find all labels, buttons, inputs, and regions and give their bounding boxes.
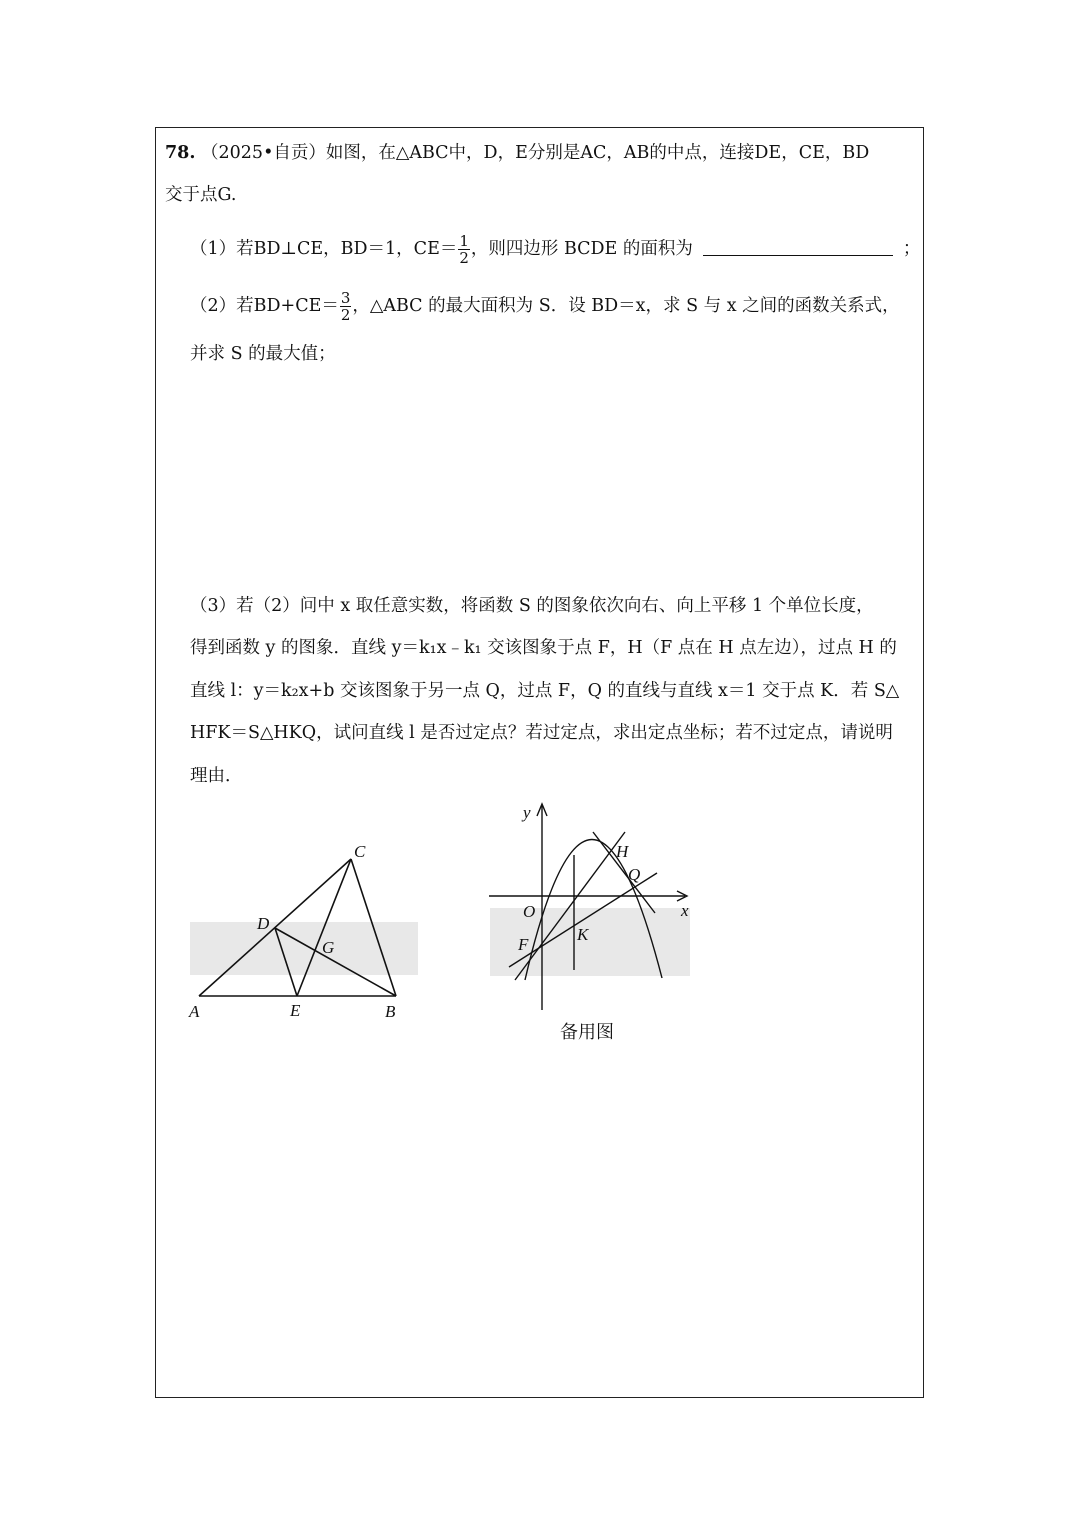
part1-line	[190, 233, 920, 266]
label-B: B	[385, 1002, 396, 1021]
problem-number: 78.	[165, 143, 196, 163]
part2-frac-denominator: 2	[340, 306, 351, 324]
part2-condition: BD+CE＝	[253, 296, 339, 316]
problem-stem-line1: 如图，在△ABC中，D，E分别是AC，AB的中点，连接DE，CE，BD	[325, 143, 870, 163]
part1-fraction	[458, 233, 470, 266]
label-G: G	[322, 938, 335, 957]
label-C: C	[354, 842, 366, 861]
coordinate-figure	[485, 800, 700, 1015]
triangle-figure	[185, 835, 425, 1030]
label-H: H	[616, 842, 629, 861]
part1-suffix: ，则四边形 BCDE 的面积为	[470, 239, 693, 259]
part1-end: ；	[902, 239, 921, 259]
label-Q: Q	[628, 865, 641, 884]
label-O: O	[523, 902, 536, 921]
answer-blank[interactable]	[703, 237, 893, 256]
part2-fraction	[340, 290, 352, 323]
part2-suffix: ，△ABC 的最大面积为 S．设 BD＝x，求 S 与 x 之间的函数关系式，	[352, 296, 900, 316]
label-D: D	[257, 914, 270, 933]
figure-shading	[190, 922, 418, 975]
part3-line1: （3）若（2）问中 x 取任意实数，将函数 S 的图象依次向右、向上平移 1 个单位长度，	[190, 596, 874, 616]
part1-frac-denominator: 2	[459, 249, 469, 267]
label-A: A	[189, 1002, 200, 1021]
part2-frac-numerator: 3	[340, 289, 351, 307]
label-y: y	[523, 803, 531, 822]
part3-line3: 直线 l：y＝k₂x+b 交该图象于另一点 Q，过点 F，Q 的直线与直线 x＝1 交于点 K．若 S△	[190, 681, 900, 701]
label-x: x	[681, 901, 689, 920]
label-K: K	[577, 925, 589, 944]
part2-prefix: （2）若	[190, 296, 254, 316]
problem-stem-line2: 交于点G.	[165, 185, 237, 205]
problem-header-line	[165, 141, 869, 165]
part1-frac-numerator: 1	[459, 232, 469, 250]
figure-caption: 备用图	[560, 1022, 614, 1043]
part1-prefix: （1）若	[190, 239, 254, 259]
part3-line2: 得到函数 y 的图象．直线 y＝k₁x﹣k₁ 交该图象于点 F，H（F 点在 H 点左边），过点 H 的	[190, 638, 897, 658]
label-E: E	[290, 1001, 301, 1020]
part2-line	[190, 290, 900, 323]
part3-line5: 理由．	[190, 766, 243, 786]
part2-line2: 并求 S 的最大值；	[190, 344, 336, 364]
part1-condition: BD⊥CE，BD＝1，CE＝	[253, 239, 458, 259]
label-F: F	[518, 935, 529, 954]
problem-source: （2025•自贡）	[201, 143, 326, 163]
part3-line4: HFK＝S△HKQ，试问直线 l 是否过定点？若过定点，求出定点坐标；若不过定点，请说明	[190, 723, 893, 743]
